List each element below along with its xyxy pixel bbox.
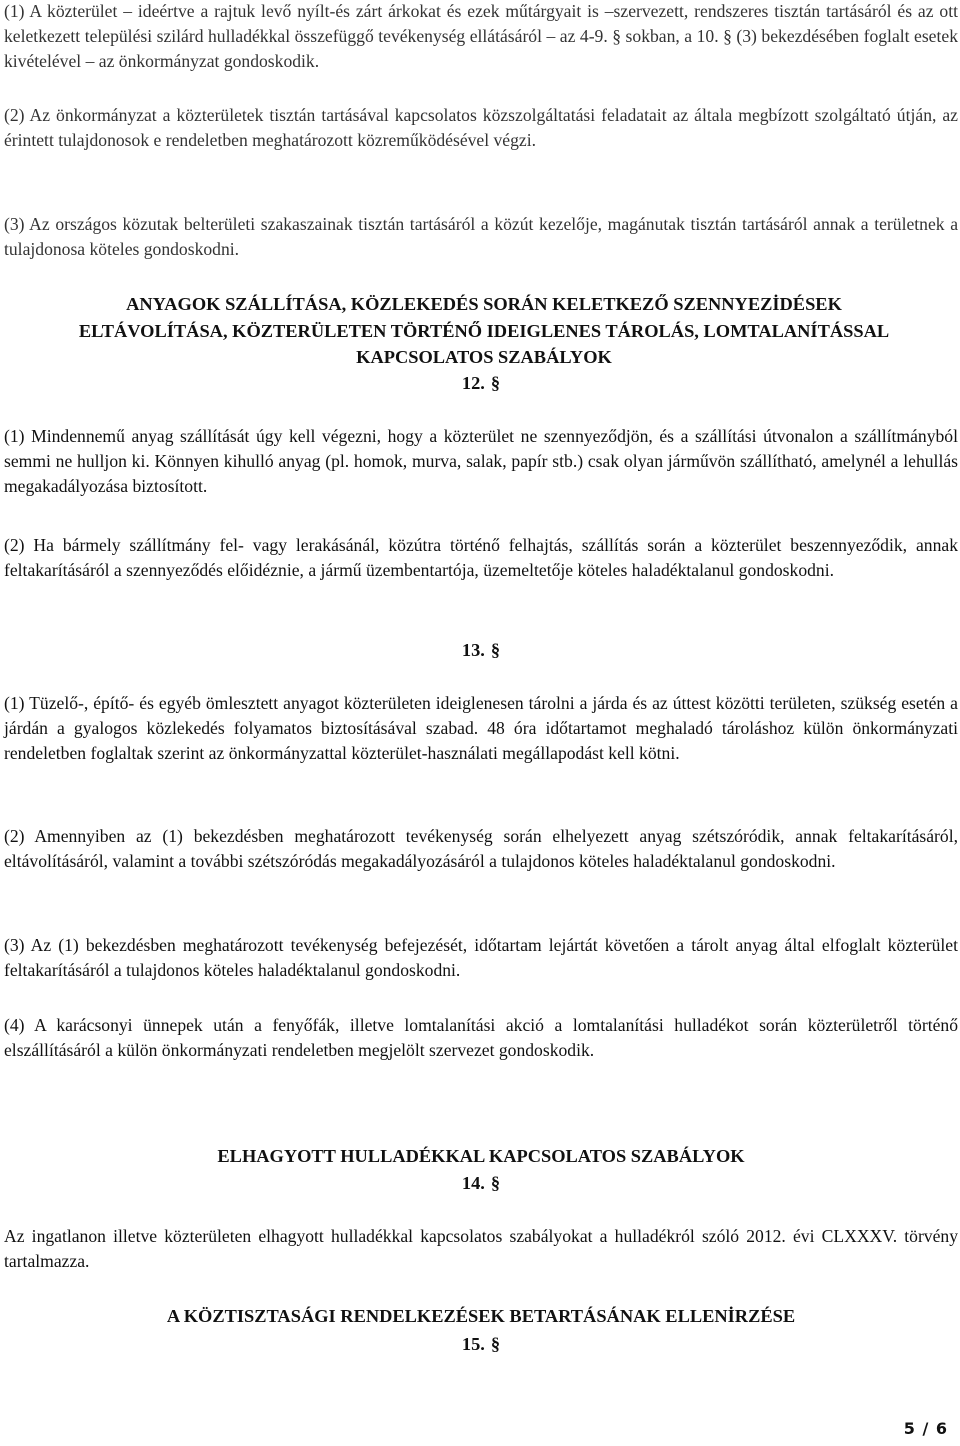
paragraph-10-1: (1) A közterület – ideértve a rajtuk levő nyílt-és zárt árkokat és ezek műtárgyait is –szervezett, rendszeres tisztán tartásáról és az ott keletkezett települési szilárd hulladékkal összefüggő tevékenység ellátásáról – az 4-9. § sokban, a 10. § (3) bekezdésében foglalt esetek kivételével – az önkormányzat gondoskodik.: [4, 1, 958, 71]
page-number: 5 / 6: [903, 1419, 948, 1438]
paragraph-14: Az ingatlanon illetve közterületen elhagyott hulladékkal kapcsolatos szabályokat a hulladékról szóló 2012. évi CLXXXV. törvény tartalmazza.: [4, 1226, 958, 1271]
section-14-label: 14.: [461, 1173, 485, 1193]
section-12-number: [4, 370, 958, 397]
paragraph-13-2: (2) Amennyiben az (1) bekezdésben meghatározott tevékenység során elhelyezett anyag szétszóródik, annak feltakarításáról, eltávolításáról, valamint a további szétszóródás megakadályozásáról a tulajdonos köteles haladéktalanul gondoskodni.: [4, 826, 958, 871]
paragraph-10-2: (2) Az önkormányzat a közterületek tisztán tartásával kapcsolatos közszolgáltatási feladatait az általa megbízott szolgáltató útján, az érintett tulajdonosok e rendeletben meghatározott közreműködésével végzi.: [4, 105, 958, 150]
heading-elhagyott-hulladek: ELHAGYOTT HULLADÉKKAL KAPCSOLATOS SZABÁLYOK: [217, 1146, 745, 1166]
section-symbol: §: [490, 1334, 501, 1354]
section-12-label: 12.: [461, 373, 485, 393]
section-14-number: [4, 1170, 958, 1197]
paragraph-13-4: (4) A karácsonyi ünnepek után a fenyőfák, illetve lomtalanítási akció a lomtalanítási hulladékot során közterületről történő elszállításáról a külön önkormányzati rendeletben megjelölt szervezet gondoskodik.: [4, 1015, 958, 1060]
section-13-number: [4, 637, 958, 664]
section-15-label: 15.: [461, 1334, 485, 1354]
heading-koztisztasagi-ellenorzes: A KÖZTISZTASÁGI RENDELKEZÉSEK BETARTÁSÁNAK ELLENİRZÉSE: [166, 1306, 796, 1326]
paragraph-13-1: (1) Tüzelő-, építő- és egyéb ömlesztett anyagot közterületen ideiglenesen tárolni a járda és az úttest közötti területen, szükség esetén a járdán a gyalogos közlekedés folyamatos biztosításával szabad. 48 óra időtartamot meghaladó tároláshoz külön önkormányzati rendeletben foglaltak szerint az önkormányzattal közterület-használati megállapodást kell kötni.: [4, 693, 958, 763]
section-13-label: 13.: [461, 640, 485, 660]
paragraph-12-2: (2) Ha bármely szállítmány fel- vagy lerakásánál, közútra történő felhajtás, szállítás során a közterület beszennyeződik, annak feltakarításáról a szennyeződés előidéznie, a jármű üzembentartója, üzemeltetője köteles haladéktalanul gondoskodni.: [4, 535, 958, 580]
section-15-number: [4, 1331, 958, 1358]
section-symbol: §: [490, 640, 501, 660]
section-symbol: §: [490, 1173, 501, 1193]
paragraph-13-3: (3) Az (1) bekezdésben meghatározott tevékenység befejezését, időtartam lejártát követően a tárolt anyag által elfoglalt közterület feltakarításáról a tulajdonos köteles haladéktalanul gondoskodni.: [4, 935, 958, 980]
paragraph-12-1: (1) Mindennemű anyag szállítását úgy kell végezni, hogy a közterület ne szennyeződjön, és a szállítási útvonalon a szállítmányból semmi ne hulljon ki. Könnyen kihulló anyag (pl. homok, murva, salak, papír stb.) csak olyan járművön szállítható, amelynél a lehullás megakadályozása biztosított.: [4, 426, 958, 496]
heading-anyagok-szallitasa: ANYAGOK SZÁLLÍTÁSA, KÖZLEKEDÉS SORÁN KELETKEZŐ SZENNYEZİDÉSEK ELTÁVOLÍTÁSA, KÖZTERÜLETEN TÖRTÉNŐ IDEIGLENES TÁROLÁS, LOMTALANÍTÁSSAL KAPCSOLATOS SZABÁLYOK: [78, 294, 890, 367]
paragraph-10-3: (3) Az országos közutak belterületi szakaszainak tisztán tartásáról a közút kezelője, magánutak tisztán tartásáról annak a területnek a tulajdonosa köteles gondoskodni.: [4, 214, 958, 259]
section-symbol: §: [490, 373, 501, 393]
